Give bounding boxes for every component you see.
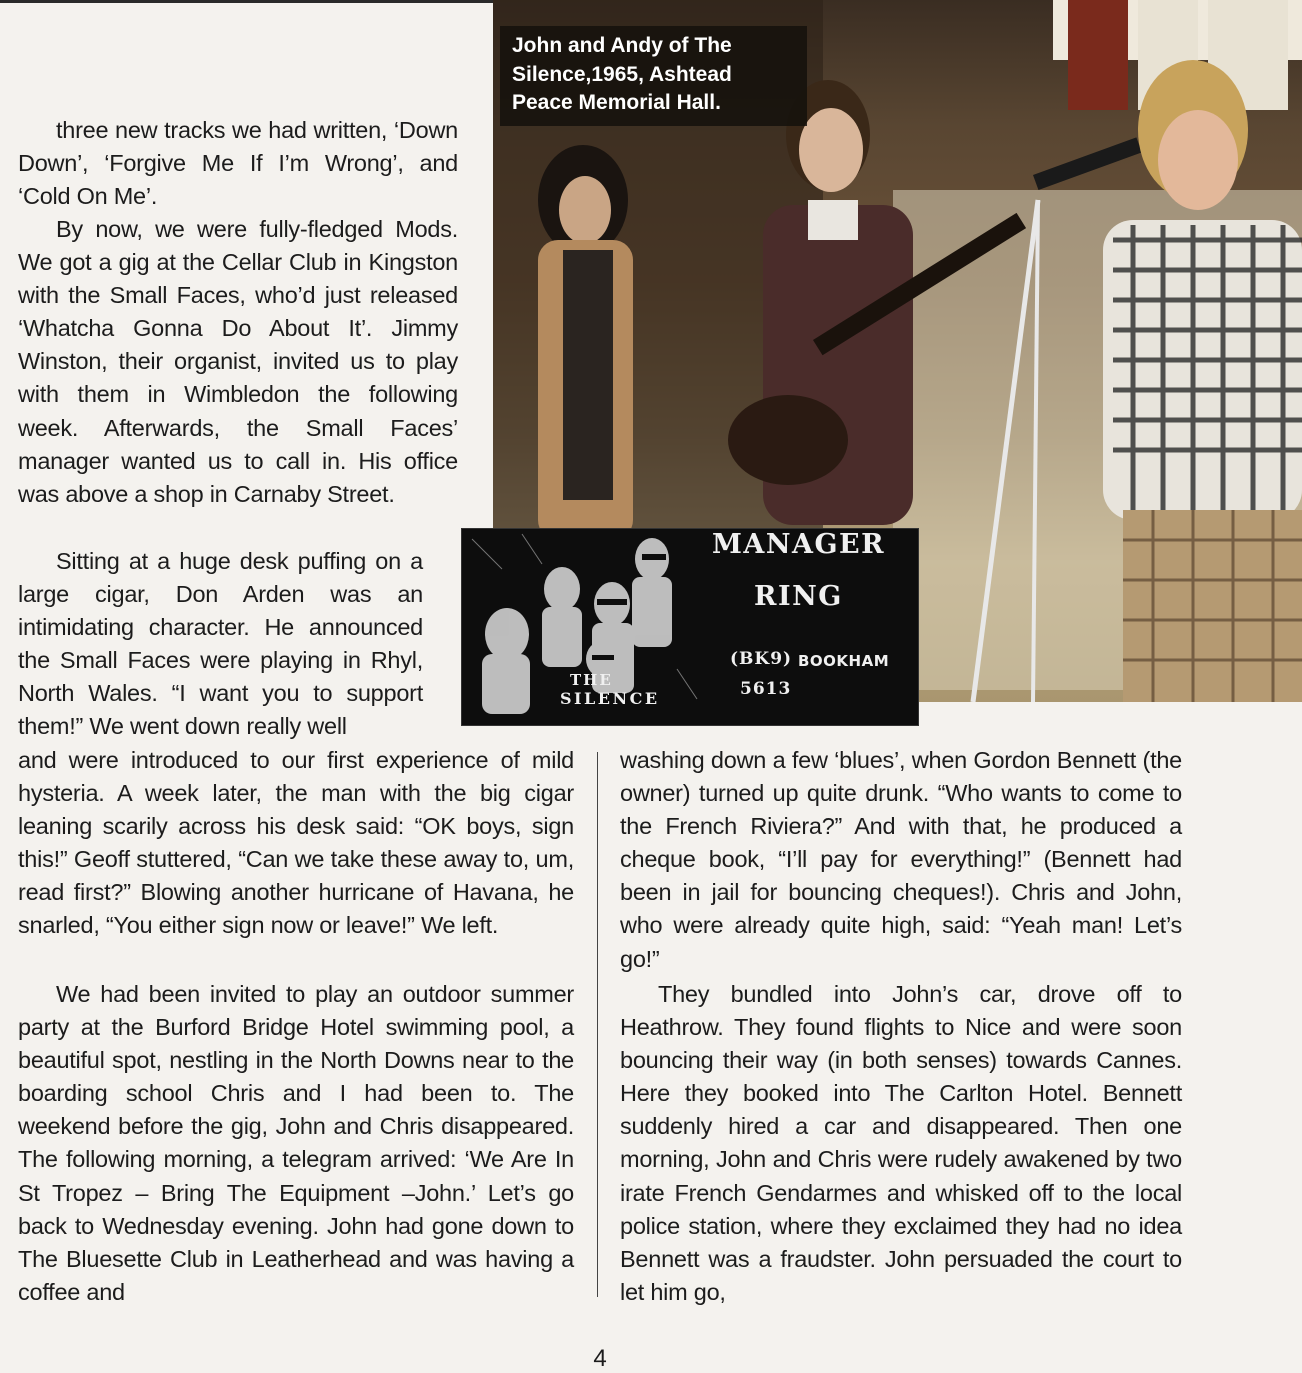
column-divider [597,752,598,1297]
article-paragraph-2: By now, we were fully-fledged Mods. We got a gig at the Cellar Club in Kingston with the Small Faces, who’d just released ‘Whatcha Gonna Do About It’. Jimmy Winston, their organist, invited us to play with them in Wimbledon the following week. Afterwards, the Small Faces’ manager wanted us to call in. His office was above a shop in Carnaby Street. [18,216,458,507]
article-paragraph-1: three new tracks we had written, ‘Down Down’, ‘Forgive Me If I’m Wrong’, and ‘Cold On Me’. [18,117,458,210]
card-band-name: SILENCE [560,689,660,708]
card-phone-number: 5613 [740,679,792,699]
card-band-the: THE [570,671,613,689]
article-paragraph-5: washing down a few ‘blues’, when Gordon Bennett (the owner) turned up quite drunk. “Who wants to come to the French Riviera?” And with that, he produced a cheque book, “I’ll pay for everything!” (Bennett had been in jail for bouncing cheques!). Chris and John, who were already quite high, said: “Yeah man! Let’s go!” [620,747,1182,972]
card-ring-label: RING [754,581,843,612]
band-business-card [461,528,919,726]
photo-caption: John and Andy of The Silence,1965, Ashtead Peace Memorial Hall. [500,26,807,126]
card-manager-label: MANAGER [712,529,886,560]
card-town: BOOKHAM [798,652,890,670]
article-paragraph-6: They bundled into John’s car, drove off to Heathrow. They found flights to Nice and were soon bouncing their way (in both senses) towards Cannes. Here they booked into The Carlton Hotel. Bennett suddenly hired a car and disappeared. Then one morning, John and Chris were rudely awakened by two irate French Gendarmes and whisked off to the local police station, where they exclaimed they had no idea Bennett was a fraudster. John persuaded the court to let him go, [620,981,1182,1305]
card-exchange-code: (BK9) [730,649,793,669]
article-paragraph-3-end: and were introduced to our first experience of mild hysteria. A week later, the man with the big cigar leaning scarily across his desk said: “OK boys, sign this!” Geoff stuttered, “Can we take these away to, um, read first?” Blowing another hurricane of Havana, he snarled, “You either sign now or leave!” We left. [18,747,574,939]
page-number: 4 [593,1345,607,1372]
article-paragraph-4: We had been invited to play an outdoor summer party at the Burford Bridge Hotel swimming pool, a beautiful spot, nestling in the North Downs near to the boarding school Chris and I had been to. The weekend before the gig, John and Chris disappeared. The following morning, a telegram arrived: ‘We Are In St Tropez – Bring The Equipment –John.’ Let’s go back to Wednesday evening. John had gone down to The Bluesette Club in Leatherhead and was having a coffee and [18,981,574,1305]
article-paragraph-3-start: Sitting at a huge desk puffing on a large cigar, Don Arden was an intimidating character. He announced the Small Faces were playing in Rhyl, North Wales. “I want you to support them!” We went down really well [18,548,423,740]
